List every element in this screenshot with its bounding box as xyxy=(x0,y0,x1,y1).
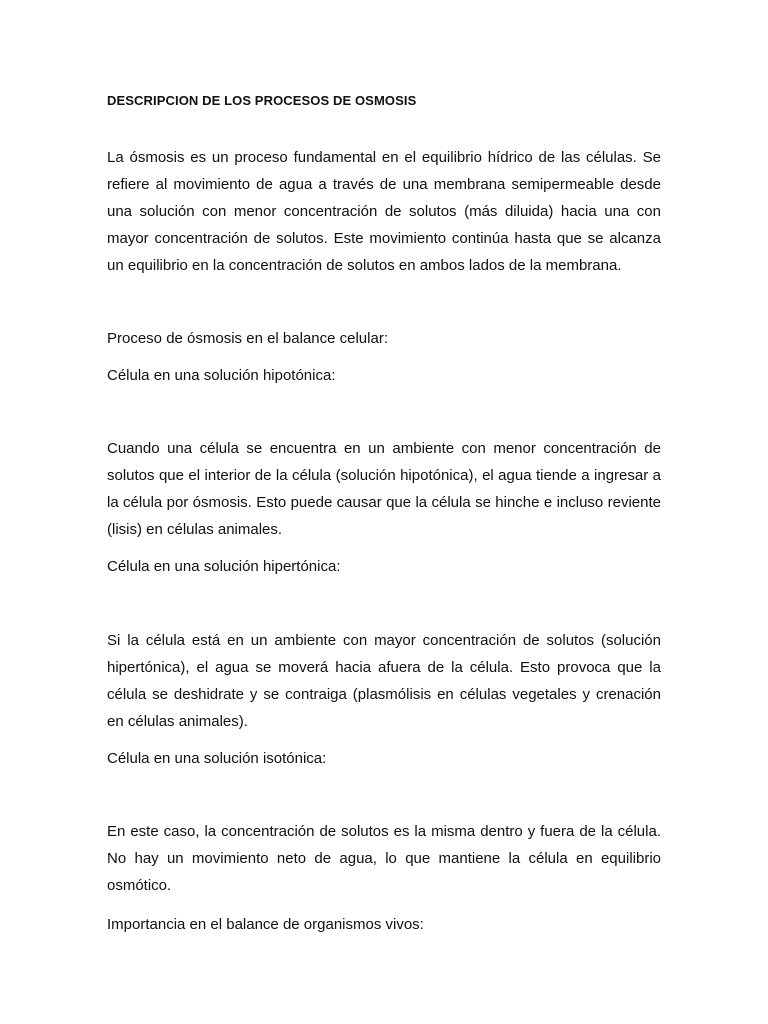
isotonic-paragraph: En este caso, la concentración de solutos es la misma dentro y fuera de la célula. No hay un movimiento neto de agua, lo que mantiene la célula en equilibrio osmótico. xyxy=(107,823,661,894)
hypotonic-heading: Célula en una solución hipotónica: xyxy=(107,367,336,384)
hypotonic-paragraph: Cuando una célula se encuentra en un ambiente con menor concentración de solutos que el interior de la célula (solución hipotónica), el agua tiende a ingresar a la célula por ósmosis. Esto puede causar que la célula se hinche e incluso reviente (lisis) en células animales. xyxy=(107,440,661,538)
importance-heading: Importancia en el balance de organismos vivos: xyxy=(107,916,424,933)
intro-paragraph: La ósmosis es un proceso fundamental en el equilibrio hídrico de las células. Se refiere al movimiento de agua a través de una membrana semipermeable desde una solución con menor concentración de solutos (más diluida) hacia una con mayor concentración de solutos. Este movimiento continúa hasta que se alcanza un equilibrio en la concentración de solutos en ambos lados de la membrana. xyxy=(107,149,661,274)
section-heading: Proceso de ósmosis en el balance celular: xyxy=(107,330,388,347)
hypertonic-paragraph: Si la célula está en un ambiente con mayor concentración de solutos (solución hipertónica), el agua se moverá hacia afuera de la célula. Esto provoca que la célula se deshidrate y se contraiga (plasmólisis en células vegetales y crenación en células animales). xyxy=(107,632,661,730)
hypertonic-heading: Célula en una solución hipertónica: xyxy=(107,558,341,575)
isotonic-heading: Célula en una solución isotónica: xyxy=(107,750,327,767)
document-title: DESCRIPCION DE LOS PROCESOS DE OSMOSIS xyxy=(107,93,417,108)
